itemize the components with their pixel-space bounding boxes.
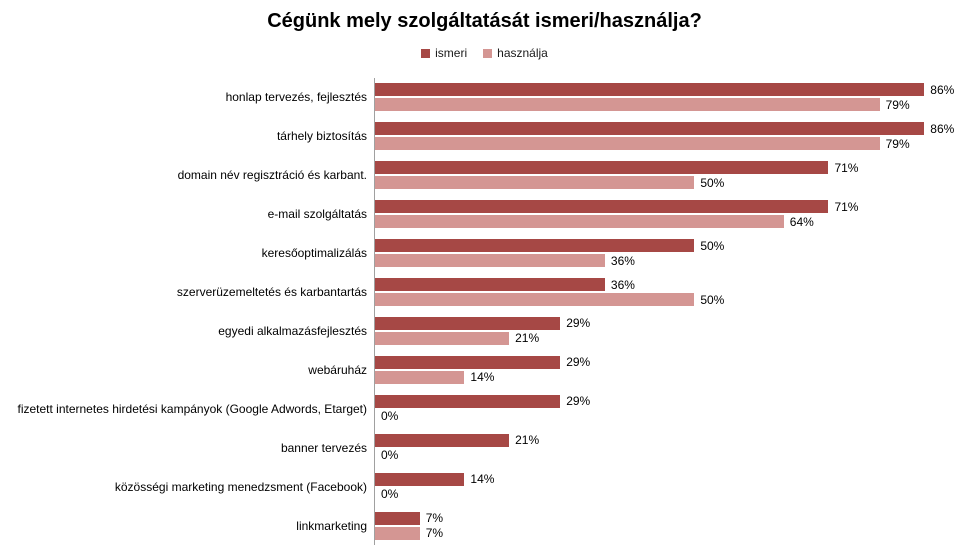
value-label: 29% — [566, 316, 591, 331]
value-label: 7% — [425, 511, 444, 526]
value-label: 50% — [700, 175, 725, 190]
bar-line — [375, 293, 969, 306]
chart-legend — [0, 46, 969, 60]
bar-ismeri — [375, 83, 924, 96]
category-row — [0, 312, 969, 351]
category-bars — [374, 428, 969, 467]
category-row — [0, 467, 969, 506]
bar-ismeri — [375, 512, 420, 525]
value-label: 86% — [930, 82, 955, 97]
value-label: 36% — [610, 253, 635, 268]
chart-plot-area — [0, 78, 969, 545]
bar-ismeri — [375, 434, 509, 447]
category-bars — [374, 78, 969, 117]
bar-line — [375, 122, 969, 135]
bar-használja — [375, 527, 420, 540]
legend-item — [421, 46, 467, 60]
category-row — [0, 117, 969, 156]
bar-ismeri — [375, 122, 924, 135]
value-label: 0% — [381, 448, 399, 463]
bar-line — [375, 215, 969, 228]
category-label: egyedi alkalmazásfejlesztés — [218, 323, 367, 338]
bar-line — [375, 371, 969, 384]
category-row — [0, 428, 969, 467]
bar-line — [375, 332, 969, 345]
value-label: 79% — [885, 136, 910, 151]
category-label: webáruház — [308, 362, 367, 377]
category-row — [0, 78, 969, 117]
category-row — [0, 195, 969, 234]
value-label: 36% — [610, 277, 635, 292]
bar-használja — [375, 332, 509, 345]
bar-ismeri — [375, 395, 560, 408]
bar-line — [375, 278, 969, 291]
bar-line — [375, 395, 969, 408]
bar-line — [375, 512, 969, 525]
category-bars — [374, 195, 969, 234]
bar-line — [375, 410, 969, 423]
category-row — [0, 350, 969, 389]
bar-használja — [375, 371, 464, 384]
value-label: 50% — [700, 238, 725, 253]
category-row — [0, 156, 969, 195]
value-label: 29% — [566, 355, 591, 370]
category-row — [0, 389, 969, 428]
bar-ismeri — [375, 239, 694, 252]
bar-line — [375, 137, 969, 150]
value-label: 50% — [700, 292, 725, 307]
legend-label: használja — [497, 46, 548, 60]
bar-ismeri — [375, 200, 828, 213]
bar-ismeri — [375, 356, 560, 369]
bar-line — [375, 527, 969, 540]
bar-line — [375, 449, 969, 462]
value-label: 71% — [834, 199, 859, 214]
value-label: 14% — [470, 472, 495, 487]
bar-line — [375, 254, 969, 267]
bar-line — [375, 434, 969, 447]
bar-használja — [375, 254, 605, 267]
value-label: 14% — [470, 370, 495, 385]
category-bars — [374, 273, 969, 312]
category-bars — [374, 350, 969, 389]
chart-title: Cégünk mely szolgáltatását ismeri/használja? — [267, 10, 702, 32]
bar-line — [375, 176, 969, 189]
value-label: 7% — [425, 526, 444, 541]
category-bars — [374, 117, 969, 156]
value-label: 0% — [381, 487, 399, 502]
value-label: 79% — [885, 97, 910, 112]
category-label: tárhely biztosítás — [276, 129, 367, 144]
category-bars — [374, 467, 969, 506]
value-label: 21% — [515, 433, 540, 448]
category-label: banner tervezés — [280, 440, 367, 455]
value-label: 86% — [930, 121, 955, 136]
value-label: 0% — [381, 409, 399, 424]
category-row — [0, 506, 969, 545]
category-label: szerverüzemeltetés és karbantartás — [176, 285, 367, 300]
category-bars — [374, 234, 969, 273]
bar-ismeri — [375, 473, 464, 486]
category-label: e-mail szolgáltatás — [267, 207, 367, 222]
bar-ismeri — [375, 161, 828, 174]
bar-line — [375, 488, 969, 501]
bar-használja — [375, 98, 880, 111]
category-bars — [374, 389, 969, 428]
bar-ismeri — [375, 317, 560, 330]
category-bars — [374, 506, 969, 545]
value-label: 21% — [515, 331, 540, 346]
bar-line — [375, 161, 969, 174]
category-label: közösségi marketing menedzsment (Facebook) — [114, 479, 367, 494]
legend-swatch — [483, 49, 492, 58]
category-row — [0, 234, 969, 273]
bar-használja — [375, 215, 784, 228]
bar-line — [375, 317, 969, 330]
category-bars — [374, 156, 969, 195]
legend-swatch — [421, 49, 430, 58]
category-row — [0, 273, 969, 312]
bar-line — [375, 200, 969, 213]
bar-line — [375, 83, 969, 96]
category-label: fizetett internetes hirdetési kampányok (Google Adwords, Etarget) — [17, 401, 367, 416]
category-label: domain név regisztráció és karbant. — [177, 168, 367, 183]
bar-használja — [375, 137, 880, 150]
category-bars — [374, 312, 969, 351]
category-label: linkmarketing — [296, 518, 367, 533]
bar-használja — [375, 176, 694, 189]
bar-ismeri — [375, 278, 605, 291]
bar-line — [375, 98, 969, 111]
bar-line — [375, 473, 969, 486]
bar-használja — [375, 293, 694, 306]
category-label: honlap tervezés, fejlesztés — [225, 90, 367, 105]
bar-line — [375, 356, 969, 369]
legend-item — [483, 46, 548, 60]
category-label: keresőoptimalizálás — [261, 246, 367, 261]
value-label: 64% — [789, 214, 814, 229]
bar-line — [375, 239, 969, 252]
value-label: 71% — [834, 160, 859, 175]
value-label: 29% — [566, 394, 591, 409]
legend-label: ismeri — [435, 46, 468, 60]
